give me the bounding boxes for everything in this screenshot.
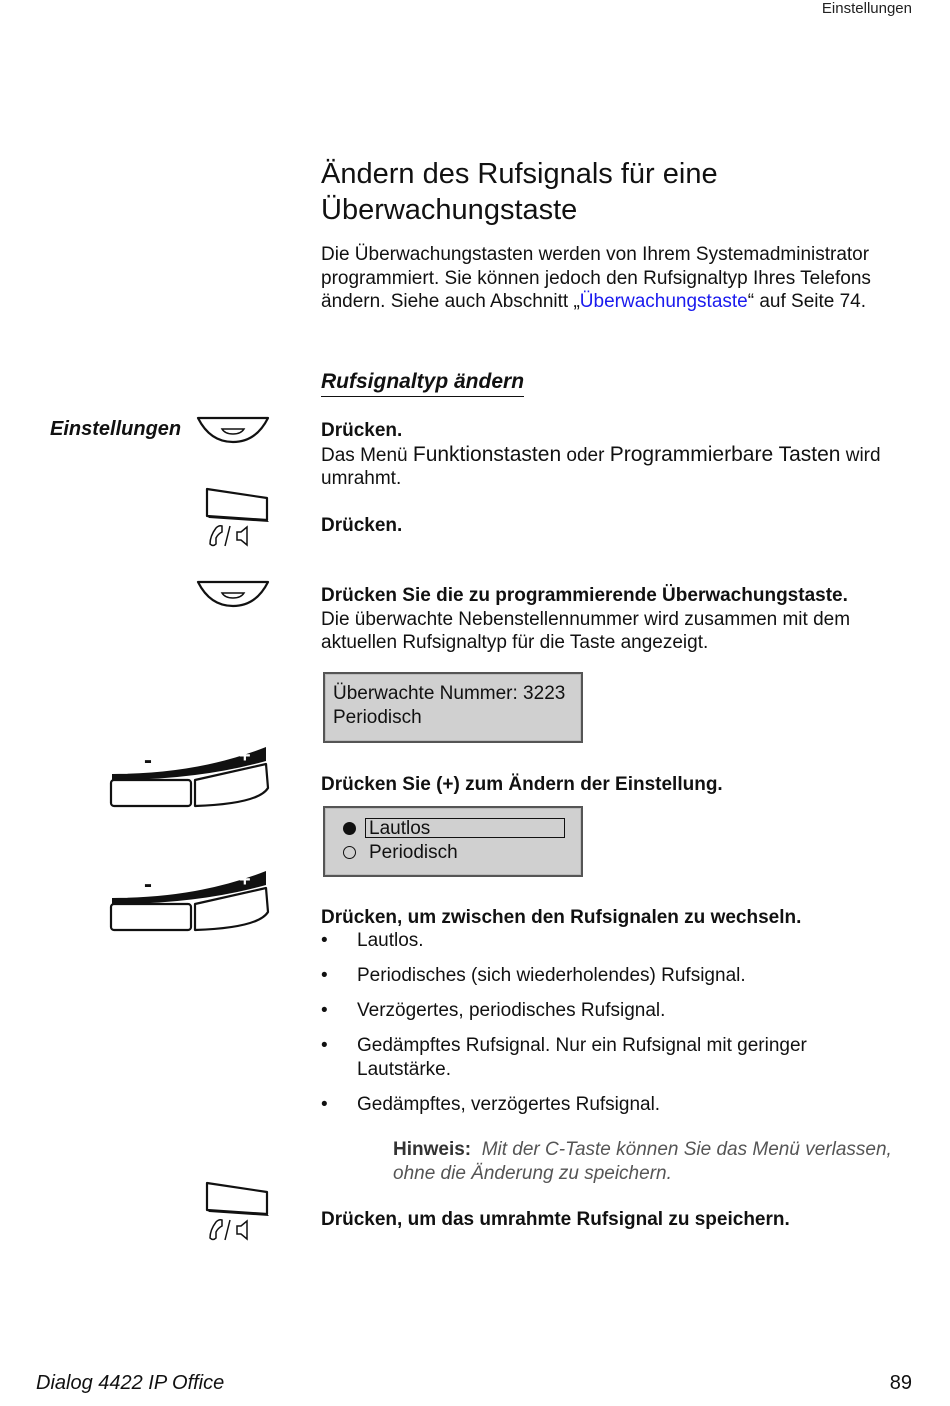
step-1-description	[321, 443, 911, 491]
menu-name-programmierbare-tasten: Programmierbare Tasten	[609, 442, 841, 466]
title-line-2: Überwachungstaste	[321, 194, 578, 226]
title-line-1: Ändern des Rufsignals für eine	[321, 158, 718, 190]
page-number: 89	[889, 1372, 912, 1394]
menu-name-funktionstasten: Funktionstasten	[412, 442, 562, 466]
note-text: Mit der C-Taste können Sie das Menü verlassen, ohne die Änderung zu speichern.	[393, 1139, 892, 1184]
step-1-text-post: wird umrahmt.	[321, 444, 881, 489]
list-item	[321, 999, 881, 1023]
step-3-description: Die überwachte Nebenstellennummer wird zusammen mit dem aktuellen Rufsignaltyp für die Taste angezeigt.	[321, 608, 851, 653]
bullet: •	[321, 1035, 328, 1056]
step-3-action: Drücken Sie die zu programmierende Überwachungstaste.	[321, 585, 848, 606]
plus-label: +	[239, 869, 251, 891]
monitoring-key-icon	[196, 580, 270, 608]
bullet: •	[321, 965, 328, 986]
display-option-lautlos	[325, 817, 581, 841]
handset-speaker-key-icon	[204, 486, 272, 550]
running-header: Einstellungen	[821, 0, 912, 17]
minus-label: -	[144, 871, 152, 898]
section-subheading: Rufsignaltyp ändern	[321, 369, 524, 397]
ring-signal-list	[321, 929, 881, 1128]
phone-display-current	[323, 672, 583, 743]
list-item	[321, 929, 881, 953]
step-6-action: Drücken, um das umrahmte Rufsignal zu speichern.	[321, 1209, 790, 1230]
step-3	[321, 584, 911, 655]
step-2-action: Drücken.	[321, 515, 403, 536]
step-1-text-pre: Das Menü	[321, 444, 413, 466]
note	[393, 1138, 923, 1185]
plus-label: +	[239, 745, 251, 767]
display-line-type: Periodisch	[333, 706, 422, 728]
step-5-action: Drücken, um zwischen den Rufsignalen zu wechseln.	[321, 907, 802, 928]
volume-key-icon	[108, 744, 272, 810]
minus-label: -	[144, 747, 152, 774]
option-label: Periodisch	[369, 841, 458, 863]
bullet: •	[321, 1000, 328, 1021]
intro-paragraph	[321, 243, 911, 314]
list-item-text: Gedämpftes, verzögertes Rufsignal.	[357, 1093, 661, 1115]
footer-product-name: Dialog 4422 IP Office	[36, 1372, 225, 1394]
note-label: Hinweis:	[393, 1139, 472, 1160]
radio-unselected-icon	[343, 846, 356, 859]
step-1-action: Drücken.	[321, 420, 403, 441]
side-label-settings: Einstellungen	[50, 418, 182, 440]
option-label: Lautlos	[369, 818, 431, 839]
list-item	[321, 1034, 881, 1081]
handset-speaker-key-icon	[204, 1180, 272, 1244]
step-1-text-mid: oder	[561, 444, 610, 466]
list-item	[321, 964, 881, 988]
display-option-periodisch	[325, 841, 581, 865]
list-item	[321, 1093, 881, 1117]
display-line-number: Überwachte Nummer: 3223	[333, 683, 566, 704]
bullet: •	[321, 930, 328, 951]
list-item-text: Gedämpftes Rufsignal. Nur ein Rufsignal mit geringer Lautstärke.	[357, 1035, 807, 1080]
bullet: •	[321, 1093, 328, 1115]
list-item-text: Periodisches (sich wiederholendes) Rufsignal.	[357, 965, 746, 986]
intro-link[interactable]: Überwachungstaste	[579, 291, 748, 312]
phone-display-options	[323, 806, 583, 877]
intro-text-after: “ auf Seite 74.	[747, 291, 867, 312]
radio-selected-icon	[343, 822, 356, 835]
list-item-text: Verzögertes, periodisches Rufsignal.	[357, 1000, 666, 1021]
step-1	[321, 419, 911, 491]
step-4-action: Drücken Sie (+) zum Ändern der Einstellung.	[321, 774, 723, 795]
volume-key-icon	[108, 868, 272, 934]
list-item-text: Lautlos.	[357, 930, 424, 951]
softkey-icon	[196, 416, 270, 444]
intro-text-before: Die Überwachungstasten werden von Ihrem Systemadministrator programmiert. Sie können jedoch den Rufsignaltyp Ihres Telefons ändern. Siehe auch Abschnitt „	[321, 244, 871, 312]
page-title	[321, 156, 881, 228]
